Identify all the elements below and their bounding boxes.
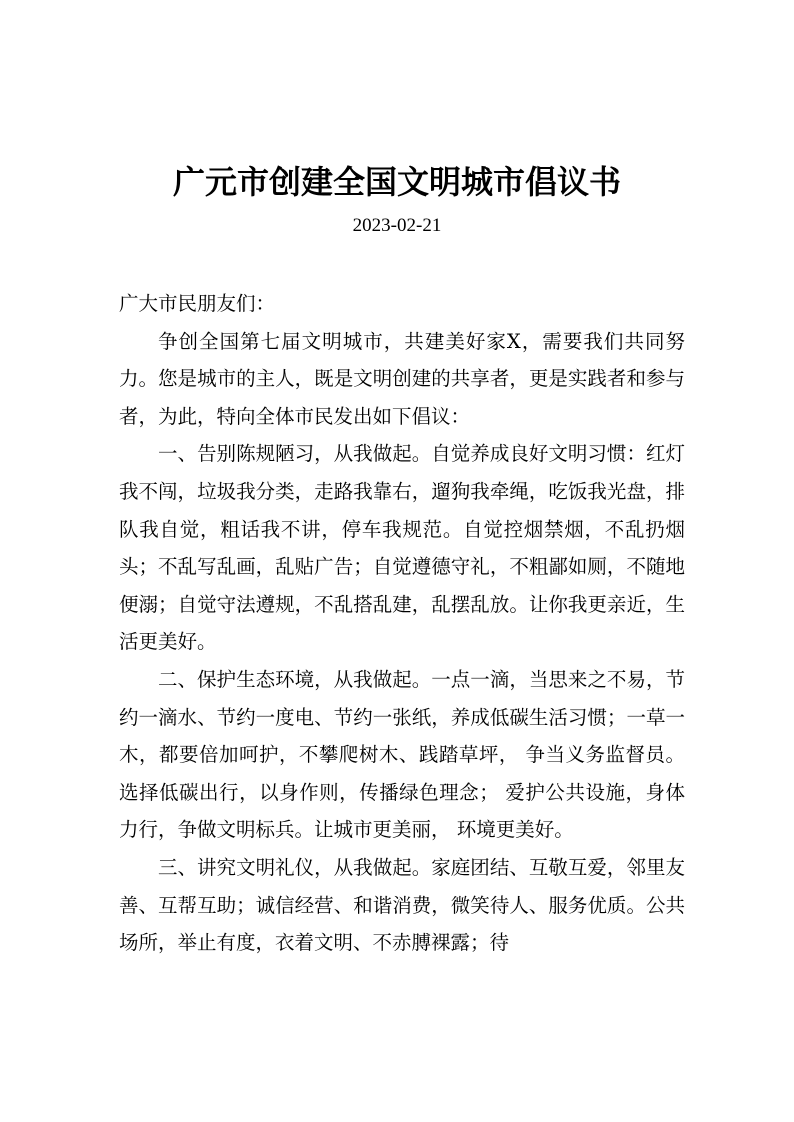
paragraph-two: 二、保护生态环境，从我做起。一点一滴，当思来之不易，节约一滴水、节约一度电、节约一张纸，养成低碳生活习惯；一草一木，都要倍加呵护，不攀爬树木、践踏草坪， 争当义务监督员。选择低碳出行，以身作则，传播绿色理念； 爱护公共设施，身体力行，争做文明标兵。让城市更美丽， 环境更美好。 — [119, 667, 685, 842]
document-body — [119, 285, 685, 962]
document-date: 2023-02-21 — [352, 215, 442, 236]
salutation: 广大市民朋友们： — [119, 292, 276, 315]
document-title: 广元市创建全国文明城市倡议书 — [172, 163, 621, 201]
paragraph-one: 一、告别陈规陋习，从我做起。自觉养成良好文明习惯：红灯我不闯，垃圾我分类，走路我靠右，遛狗我牵绳，吃饭我光盘，排队我自觉，粗话我不讲，停车我规范。自觉控烟禁烟，不乱扔烟头；不乱写乱画，乱贴广告；自觉遵德守礼，不粗鄙如厕，不随地便溺；自觉守法遵规，不乱搭乱建，乱摆乱放。让你我更亲近，生活更美好。 — [119, 442, 685, 654]
paragraph-three: 三、讲究文明礼仪，从我做起。家庭团结、互敬互爱，邻里友善、互帮互助；诚信经营、和谐消费，微笑待人、服务优质。公共场所，举止有度，衣着文明、不赤膊裸露；待 — [119, 855, 685, 955]
paragraph-intro: 争创全国第七届文明城市，共建美好家X，需要我们共同努力。您是城市的主人，既是文明创建的共享者，更是实践者和参与者，为此，特向全体市民发出如下倡议： — [119, 329, 685, 428]
